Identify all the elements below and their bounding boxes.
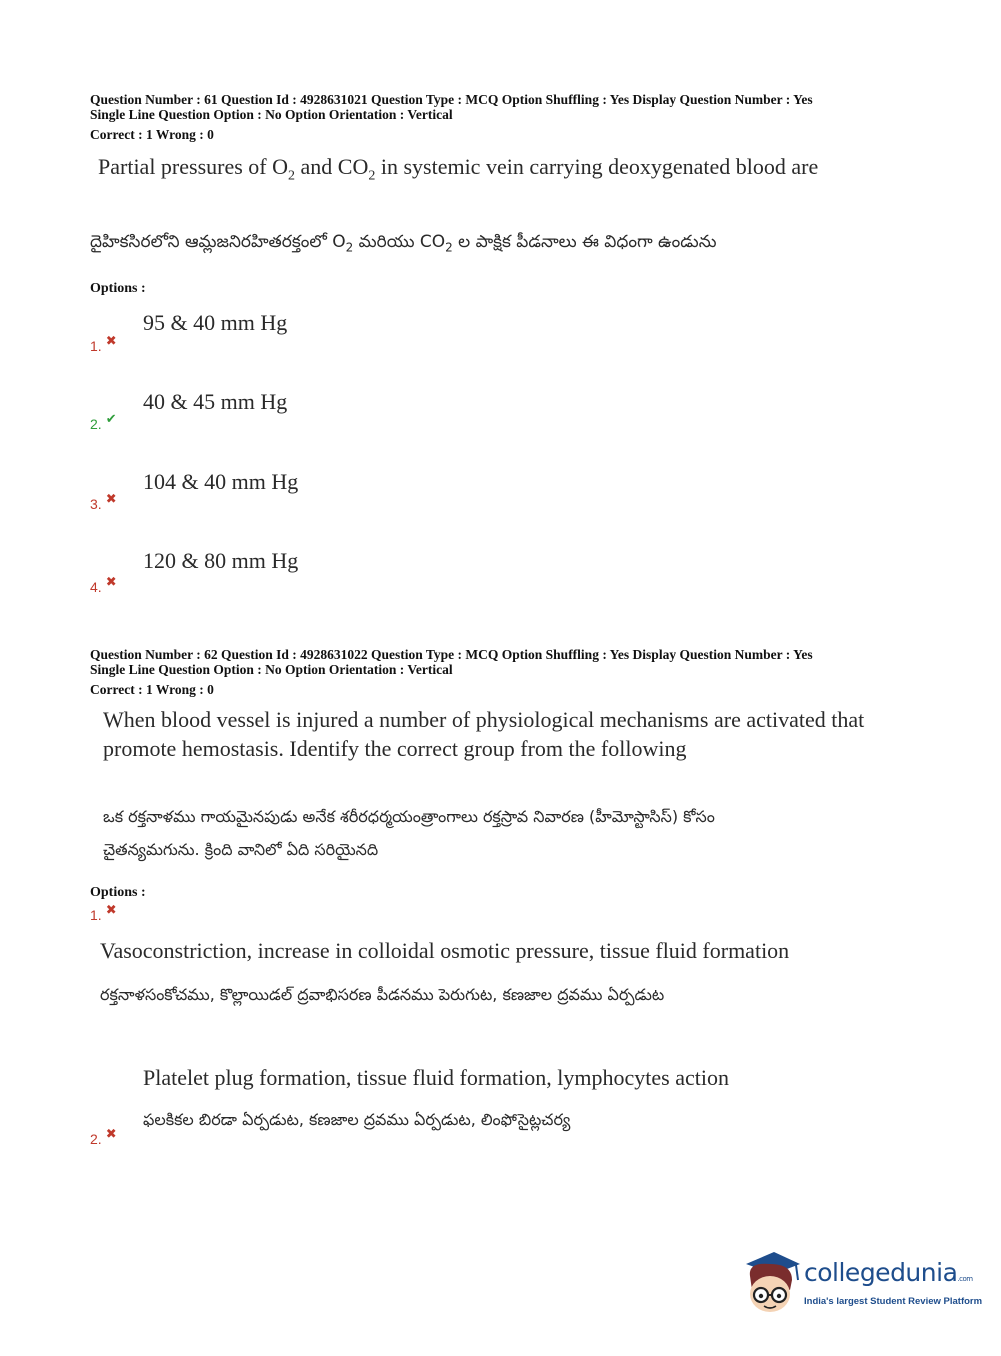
q61-meta-line3: Correct : 1 Wrong : 0 xyxy=(90,127,214,142)
collegedunia-logo[interactable] xyxy=(740,1250,983,1320)
q62-option-1-number: 1. ✖ xyxy=(90,902,117,923)
q61-option-1-number: 1. ✖ xyxy=(90,333,117,354)
wrong-cross-icon: ✖ xyxy=(105,1126,117,1141)
wrong-cross-icon: ✖ xyxy=(105,333,117,348)
q61-option-2-text: 40 & 45 mm Hg xyxy=(143,389,288,414)
q62-option-2-number: 2. ✖ xyxy=(90,1126,117,1147)
logo-wordmark: collegedunia.com xyxy=(804,1258,973,1287)
q61-option-2-number: 2. ✔ xyxy=(90,411,117,432)
wrong-cross-icon: ✖ xyxy=(105,574,117,589)
q61-meta-line2: Single Line Question Option : No Option Orientation : Vertical xyxy=(90,107,453,122)
logo-tagline: India's largest Student Review Platform xyxy=(804,1296,983,1307)
q61-option-1-text: 95 & 40 mm Hg xyxy=(143,310,288,335)
q62-meta xyxy=(90,647,813,697)
q61-options-label: Options : xyxy=(90,281,146,296)
q62-option-1-text-english: Vasoconstriction, increase in colloidal osmotic pressure, tissue fluid formation xyxy=(100,938,790,963)
q62-option-2-text-telugu: ఫలకికల బిరడా ఏర్పడుట, కణజాల ద్రవము ఏర్పడుట, లింఫోసైట్లచర్య xyxy=(143,1110,571,1129)
q61-option-3-number: 3. ✖ xyxy=(90,491,117,512)
q61-stem-telugu: దైహికసిరలోని ఆమ్లజనిరహితరక్తంలో $O_2$ మరియు $CO_2$ ల పాక్షిక పీడనాలు ఈ విధంగా ఉండును xyxy=(90,232,717,255)
q62-stem-telugu: ఒక రక్తనాళము గాయమైనపుడు అనేక శరీరధర్మయంత్రాంగాలు రక్తస్రావ నివారణ (హీమోస్టాసిస్) కోసం చైతన్యమగును. క్రింది వానిలో ఏది సరియైనది xyxy=(103,807,715,859)
q61-option-3-text: 104 & 40 mm Hg xyxy=(143,469,299,494)
q62-meta-line2: Single Line Question Option : No Option Orientation : Vertical xyxy=(90,662,453,677)
q61-meta xyxy=(90,92,813,142)
q62-option-1-text-telugu: రక్తనాళసంకోచము, కొల్లాయిడల్ ద్రవాభిసరణ పీడనము పెరుగుట, కణజాల ద్రవము ఏర్పడుట xyxy=(100,985,665,1004)
mascot-icon xyxy=(740,1250,802,1314)
wrong-cross-icon: ✖ xyxy=(105,902,117,917)
correct-check-icon: ✔ xyxy=(105,411,117,426)
wrong-cross-icon: ✖ xyxy=(105,491,117,506)
q62-stem-english: When blood vessel is injured a number of physiological mechanisms are activated that promote hemostasis. Identify the correct group from the following xyxy=(103,707,865,761)
q62-options-label: Options : xyxy=(90,885,146,900)
q61-stem-english: Partial pressures of $O_2$ and $CO_2$ in systemic vein carrying deoxygenated blood are xyxy=(98,154,819,184)
q61-option-4-text: 120 & 80 mm Hg xyxy=(143,548,299,573)
q62-option-2-text-english: Platelet plug formation, tissue fluid formation, lymphocytes action xyxy=(143,1065,729,1090)
q62-meta-line3: Correct : 1 Wrong : 0 xyxy=(90,682,214,697)
q61-option-4-number: 4. ✖ xyxy=(90,574,117,595)
q62-meta-line1: Question Number : 62 Question Id : 4928631022 Question Type : MCQ Option Shuffling : Yes Display Question Number : Yes xyxy=(90,647,813,662)
q61-meta-line1: Question Number : 61 Question Id : 4928631021 Question Type : MCQ Option Shuffling : Yes Display Question Number : Yes xyxy=(90,92,813,107)
